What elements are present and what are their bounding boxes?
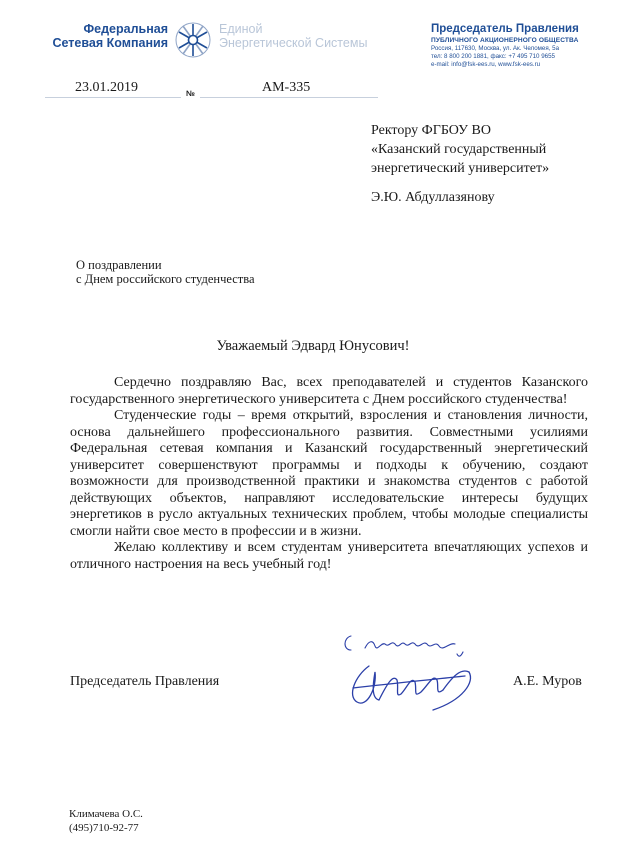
executor-block — [69, 807, 143, 835]
number-sign: № — [186, 89, 195, 98]
salutation: Уважаемый Эдвард Юнусович! — [216, 338, 410, 354]
company-name-line1: Федеральная — [83, 22, 168, 36]
company-name — [40, 22, 168, 50]
company-name-line2: Сетевая Компания — [52, 36, 168, 50]
sender-block — [431, 22, 607, 69]
addressee-line1: Ректору ФГБОУ ВО — [371, 123, 491, 138]
subject-line2: с Днем российского студенчества — [76, 272, 255, 286]
ues-name-line2: Энергетической Системы — [219, 36, 368, 50]
subject-line1: О поздравлении — [76, 258, 162, 272]
subject-block — [76, 258, 255, 286]
sender-contacts: e-mail: info@fsk-ees.ru, www.fsk-ees.ru — [431, 61, 541, 68]
letter-number: АМ-335 — [262, 80, 311, 95]
signatory-position: Председатель Правления — [70, 674, 220, 689]
number-underline — [200, 97, 378, 98]
body-paragraph-2: Студенческие годы – время открытий, взросления и становления личности, основа дальнейшего профессионального развития. Совместными усилиями Федеральная сетевая компания и Казанский государственный энергетический университет совершенствуют программы и подходы к обучению, создают возможности для производственной практики и знакомства студентов с работой действующих объектов, направляют исследовательские интересы будущих энергетиков в русло актуальных технических проблем, чтобы молодые специалисты смогли найти свое место в профессии и в жизни. — [70, 408, 588, 539]
date-underline — [45, 97, 181, 98]
body-paragraph-3: Желаю коллективу и всем студентам университета впечатляющих успехов и отличного настроения на весь учебный год! — [70, 540, 588, 572]
ues-name-line1: Единой — [219, 22, 263, 36]
addressee-line3: энергетический университет» — [371, 161, 550, 176]
signature — [337, 654, 502, 716]
sender-title: Председатель Правления — [431, 23, 579, 35]
sender-address: Россия, 117630, Москва, ул. Ак. Челомея, 5а — [431, 45, 560, 52]
fsk-ees-logo-icon — [173, 20, 213, 60]
letter-body — [70, 375, 588, 573]
addressee-block — [371, 121, 549, 178]
executor-phone: (495)710-92-77 — [69, 822, 139, 834]
letter-date: 23.01.2019 — [75, 80, 138, 95]
body-paragraph-1: Сердечно поздравляю Вас, всех преподавателей и студентов Казанского государственного энергетического университета с Днем российского студенчества! — [70, 375, 588, 407]
addressee-line2: «Казанский государственный — [371, 142, 547, 157]
signatory-name: А.Е. Муров — [513, 674, 582, 689]
ues-name — [219, 22, 389, 50]
executor-name: Климачева О.С. — [69, 808, 143, 820]
addressee-name: Э.Ю. Абдуллазянову — [371, 190, 495, 205]
sender-subtitle: ПУБЛИЧНОГО АКЦИОНЕРНОГО ОБЩЕСТВА — [431, 37, 579, 44]
sender-phones: тел: 8 800 200 1881, факс: +7 495 710 9655 — [431, 53, 555, 60]
